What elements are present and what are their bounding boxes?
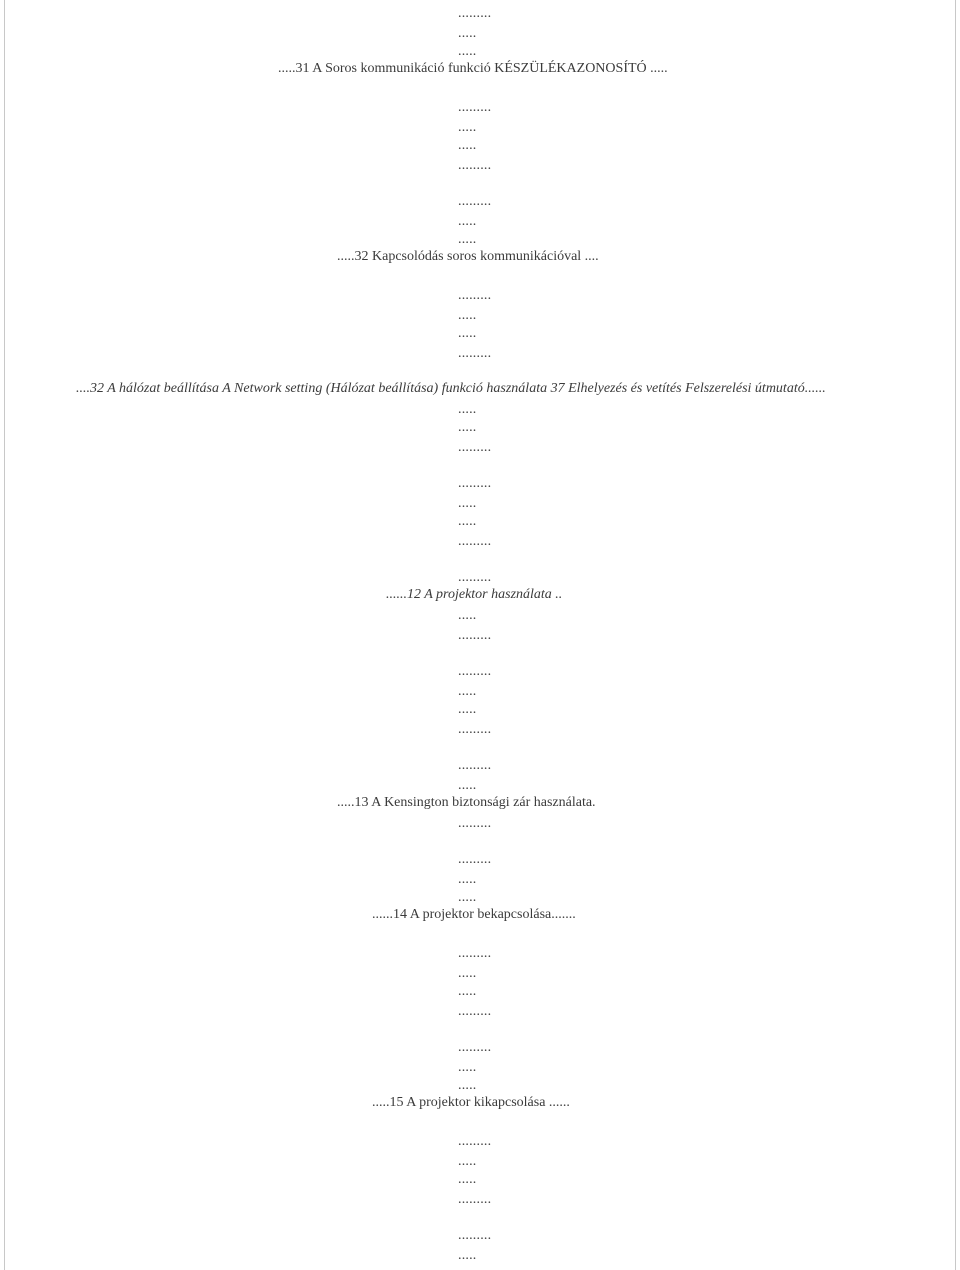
leader-dots: ..... [458, 1172, 477, 1187]
leader-dots: ..... [458, 702, 477, 717]
leader-dots: ..... [458, 608, 477, 623]
leader-dots: ..... [458, 308, 477, 323]
leader-dots: ......... [458, 476, 492, 491]
leader-dots: ......... [458, 288, 492, 303]
leader-dots: ......... [458, 570, 492, 585]
leader-dots: ......... [458, 194, 492, 209]
leader-dots: ..... [458, 966, 477, 981]
leader-dots: ..... [458, 1060, 477, 1075]
leader-dots: ..... [458, 120, 477, 135]
toc-entry-soros-kommunikacio[interactable]: .....31 A Soros kommunikáció funkció KÉSZÜLÉKAZONOSÍTÓ ..... [278, 61, 668, 76]
leader-dots: ......... [458, 1040, 492, 1055]
leader-dots: ..... [458, 1248, 477, 1263]
toc-entry-projektor-bekapcsolasa[interactable]: ......14 A projektor bekapcsolása....... [372, 907, 576, 922]
leader-dots: ..... [458, 214, 477, 229]
leader-dots: ......... [458, 534, 492, 549]
leader-dots: ......... [458, 816, 492, 831]
leader-dots: ..... [458, 420, 477, 435]
toc-entry-kensington-zar[interactable]: .....13 A Kensington biztonsági zár használata. [337, 795, 596, 810]
leader-dots: ..... [458, 778, 477, 793]
leader-dots: ......... [458, 6, 492, 21]
leader-dots: ..... [458, 984, 477, 999]
leader-dots: ......... [458, 664, 492, 679]
leader-dots: ..... [458, 684, 477, 699]
leader-dots: ......... [458, 1192, 492, 1207]
leader-dots: ..... [458, 1154, 477, 1169]
leader-dots: ......... [458, 628, 492, 643]
leader-dots: ......... [458, 1228, 492, 1243]
leader-dots: ..... [458, 44, 477, 59]
leader-dots: ......... [458, 946, 492, 961]
toc-entry-halozat-beallitasa[interactable]: ....32 A hálózat beállítása A Network setting (Hálózat beállítása) funkció használata 37 Elhelyezés és vetítés Felszerelési útmutató...... [76, 381, 826, 396]
leader-dots: ..... [458, 402, 477, 417]
leader-dots: ......... [458, 1134, 492, 1149]
toc-entry-projektor-hasznalata[interactable]: ......12 A projektor használata .. [386, 587, 563, 602]
leader-dots: ......... [458, 440, 492, 455]
leader-dots: ..... [458, 26, 477, 41]
leader-dots: ..... [458, 138, 477, 153]
toc-entry-projektor-kikapcsolasa[interactable]: .....15 A projektor kikapcsolása ...... [372, 1095, 570, 1110]
leader-dots: ..... [458, 1078, 477, 1093]
leader-dots: ......... [458, 722, 492, 737]
leader-dots: ......... [458, 346, 492, 361]
toc-entry-kapcsolodas-soros[interactable]: .....32 Kapcsolódás soros kommunikációval .... [337, 249, 599, 264]
leader-dots: ..... [458, 326, 477, 341]
leader-dots: ..... [458, 890, 477, 905]
leader-dots: ......... [458, 1004, 492, 1019]
leader-dots: ......... [458, 852, 492, 867]
leader-dots: ......... [458, 758, 492, 773]
leader-dots: ..... [458, 496, 477, 511]
leader-dots: ......... [458, 158, 492, 173]
leader-dots: ..... [458, 514, 477, 529]
leader-dots: ..... [458, 232, 477, 247]
leader-dots: ......... [458, 100, 492, 115]
leader-dots: ..... [458, 872, 477, 887]
